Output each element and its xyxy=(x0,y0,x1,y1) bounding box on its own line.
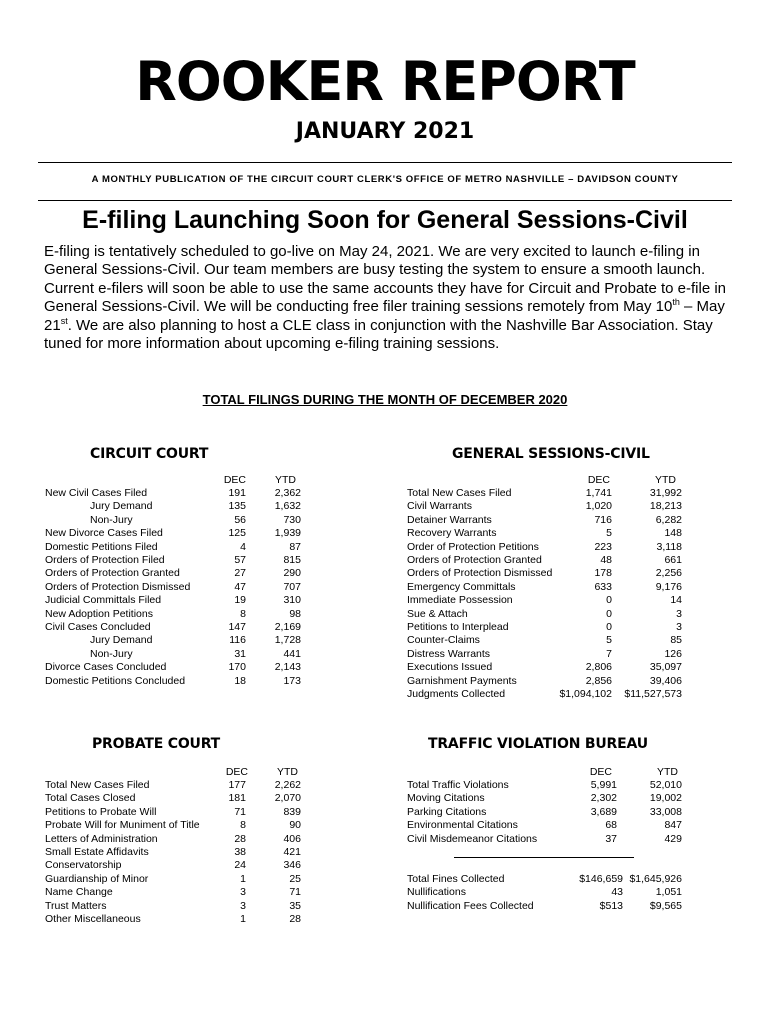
row-dec-value: 178 xyxy=(594,567,612,580)
row-ytd-value: 33,008 xyxy=(649,805,682,818)
report-title: ROOKER REPORT xyxy=(135,50,635,113)
probate-ytd-header: YTD xyxy=(277,766,298,778)
row-label: Garnishment Payments xyxy=(407,674,517,687)
probate-court-title: PROBATE COURT xyxy=(92,736,220,752)
row-label: New Adoption Petitions xyxy=(45,607,153,620)
row-dec-value: 8 xyxy=(240,819,246,832)
row-ytd-value: 35,097 xyxy=(649,661,682,674)
row-dec-value: 135 xyxy=(228,500,246,513)
row-label: Orders of Protection Filed xyxy=(45,554,165,566)
row-ytd-value: 847 xyxy=(664,819,682,832)
row-ytd-value: 815 xyxy=(283,554,301,566)
row-dec-value: 1 xyxy=(240,872,246,885)
row-dec-value: 1,741 xyxy=(585,487,612,499)
row-label: Distress Warrants xyxy=(407,647,491,660)
row-ytd-value: 85 xyxy=(670,634,682,647)
row-ytd-value: 839 xyxy=(283,805,301,818)
row-ytd-value: 2,362 xyxy=(274,487,301,499)
circuit-court-title: CIRCUIT COURT xyxy=(90,446,209,462)
row-ytd-value: 2,070 xyxy=(274,792,301,805)
row-label: Divorce Cases Concluded xyxy=(45,661,167,674)
row-ytd-value: 3 xyxy=(676,607,682,620)
row-ytd-value: 1,728 xyxy=(274,634,301,647)
circuit-ytd-header: YTD xyxy=(275,474,296,486)
tagline: A MONTHLY PUBLICATION OF THE CIRCUIT COURT CLERK'S OFFICE OF METRO NASHVILLE – DAVIDSON COUNTY xyxy=(91,174,679,185)
row-dec-value: 4 xyxy=(240,540,246,553)
row-dec-value: 28 xyxy=(234,832,246,845)
row-ytd-value: 707 xyxy=(283,580,301,593)
row-dec-value: 177 xyxy=(228,779,246,791)
row-dec-value: 716 xyxy=(594,513,612,526)
row-dec-value: 2,302 xyxy=(590,792,617,805)
row-ytd-value: 346 xyxy=(283,859,301,872)
row-ytd-value: 9,176 xyxy=(655,580,682,593)
row-dec-value: 68 xyxy=(605,819,617,832)
row-label: Jury Demand xyxy=(90,500,153,513)
row-label: Total New Cases Filed xyxy=(45,779,150,791)
row-dec-value: 170 xyxy=(228,661,246,674)
row-dec-value: $146,659 xyxy=(579,873,623,885)
row-label: Detainer Warrants xyxy=(407,513,492,526)
row-ytd-value: 2,169 xyxy=(274,621,301,633)
row-ytd-value: 90 xyxy=(289,819,301,832)
row-label: Counter-Claims xyxy=(407,634,480,647)
row-ytd-value: 39,406 xyxy=(649,674,682,687)
row-dec-value: 116 xyxy=(229,634,246,647)
row-dec-value: 19 xyxy=(234,594,246,607)
row-dec-value: 0 xyxy=(606,607,612,620)
row-ytd-value: 661 xyxy=(664,554,682,566)
row-ytd-value: 1,939 xyxy=(274,527,301,540)
row-ytd-value: 52,010 xyxy=(649,779,682,791)
row-label: Domestic Petitions Concluded xyxy=(45,674,186,687)
row-label: Conservatorship xyxy=(45,859,122,872)
row-dec-value: 1,020 xyxy=(585,500,612,513)
gsc-ytd-header: YTD xyxy=(655,474,676,486)
row-dec-value: $513 xyxy=(599,899,623,912)
row-ytd-value: 35 xyxy=(289,899,301,912)
circuit-dec-header: DEC xyxy=(223,474,246,486)
row-label: Nullifications xyxy=(407,886,466,899)
row-label: Recovery Warrants xyxy=(407,527,497,540)
row-label: Total Fines Collected xyxy=(407,873,505,885)
row-label: New Divorce Cases Filed xyxy=(45,527,163,540)
row-label: Letters of Administration xyxy=(45,832,158,845)
row-label: Immediate Possession xyxy=(407,594,513,607)
row-label: Small Estate Affidavits xyxy=(45,846,149,858)
row-dec-value: 5 xyxy=(606,527,612,540)
row-dec-value: 71 xyxy=(234,805,246,818)
row-ytd-value: 730 xyxy=(283,513,301,526)
row-ytd-value: 3 xyxy=(676,621,682,633)
row-label: Petitions to Probate Will xyxy=(45,805,157,818)
row-dec-value: 3 xyxy=(240,886,246,899)
row-label: Non-Jury xyxy=(90,647,133,660)
row-dec-value: 47 xyxy=(234,580,246,593)
row-dec-value: 1 xyxy=(240,913,246,925)
row-dec-value: 191 xyxy=(228,487,246,499)
row-dec-value: 8 xyxy=(240,607,246,620)
row-label: Sue & Attach xyxy=(407,607,468,620)
row-ytd-value: 441 xyxy=(283,647,301,660)
row-dec-value: 7 xyxy=(606,647,612,660)
row-dec-value: 3,689 xyxy=(590,805,617,818)
row-dec-value: 2,806 xyxy=(585,661,612,674)
report-month: JANUARY 2021 xyxy=(295,119,475,144)
row-label: Guardianship of Minor xyxy=(45,872,149,885)
tagline-rule xyxy=(38,200,732,201)
row-ytd-value: $11,527,573 xyxy=(624,688,682,700)
row-label: Jury Demand xyxy=(90,634,153,647)
row-label: Trust Matters xyxy=(45,899,107,912)
row-dec-value: 27 xyxy=(234,567,246,580)
row-label: Orders of Protection Dismissed xyxy=(407,567,553,580)
row-dec-value: $1,094,102 xyxy=(559,688,612,700)
article-headline: E-filing Launching Soon for General Sessions-Civil xyxy=(82,206,688,234)
row-label: Nullification Fees Collected xyxy=(407,899,534,912)
row-dec-value: 57 xyxy=(234,554,246,566)
row-ytd-value: 1,632 xyxy=(274,500,301,513)
row-ytd-value: 25 xyxy=(289,872,301,885)
traffic-dec-header: DEC xyxy=(589,766,612,778)
row-dec-value: 31 xyxy=(234,647,246,660)
row-ytd-value: 98 xyxy=(289,607,301,620)
gsc-dec-header: DEC xyxy=(587,474,610,486)
row-dec-value: 2,856 xyxy=(585,674,612,687)
row-ytd-value: $1,645,926 xyxy=(629,873,682,885)
row-label: Moving Citations xyxy=(407,792,485,805)
totals-heading: TOTAL FILINGS DURING THE MONTH OF DECEMBER 2020 xyxy=(202,392,568,407)
row-ytd-value: 3,118 xyxy=(656,540,682,553)
row-label: New Civil Cases Filed xyxy=(45,487,148,499)
row-label: Executions Issued xyxy=(407,661,493,674)
row-label: Other Miscellaneous xyxy=(45,913,141,925)
gsc-title: GENERAL SESSIONS-CIVIL xyxy=(452,446,650,462)
row-label: Parking Citations xyxy=(407,805,487,818)
row-dec-value: 56 xyxy=(234,513,246,526)
row-ytd-value: 19,002 xyxy=(649,792,682,805)
row-ytd-value: 2,262 xyxy=(274,779,301,791)
row-ytd-value: 31,992 xyxy=(649,487,682,499)
probate-dec-header: DEC xyxy=(225,766,248,778)
row-ytd-value: 18,213 xyxy=(649,500,682,513)
row-label: Petitions to Interplead xyxy=(407,621,509,633)
row-label: Orders of Protection Dismissed xyxy=(45,580,191,593)
traffic-title: TRAFFIC VIOLATION BUREAU xyxy=(428,736,648,752)
row-dec-value: 0 xyxy=(606,621,612,633)
top-rule xyxy=(38,162,732,163)
row-label: Probate Will for Muniment of Title xyxy=(45,819,200,832)
article-paragraph: E-filing is tentatively scheduled to go-live on May 24, 2021. We are very excited to launch e-filing in General Sessions-Civil. Our team members are busy testing the system to ensure a smooth launch. Current e-filers will soon be able to use the same accounts they have for Circuit and Probate to e-file in General Sessions-Civil. We will be conducting free filer training sessions remotely from May 10th – May 21st. We are also planning to host a CLE class in conjunction with the Nashville Bar Association. Stay tuned for more information about upcoming e-filing training sessions. xyxy=(44,243,727,353)
row-label: Orders of Protection Granted xyxy=(407,554,542,566)
row-label: Judicial Committals Filed xyxy=(45,594,162,607)
row-dec-value: 37 xyxy=(605,832,617,845)
row-dec-value: 43 xyxy=(611,886,623,899)
row-ytd-value: 71 xyxy=(289,886,301,899)
row-ytd-value: 126 xyxy=(664,647,682,660)
row-label: Non-Jury xyxy=(90,513,133,526)
row-ytd-value: 173 xyxy=(283,674,301,687)
row-label: Name Change xyxy=(45,886,113,899)
row-ytd-value: 2,143 xyxy=(274,661,301,674)
row-ytd-value: 421 xyxy=(283,846,301,858)
row-dec-value: 38 xyxy=(234,846,246,858)
row-dec-value: 223 xyxy=(594,540,612,553)
row-dec-value: 18 xyxy=(234,674,246,687)
row-label: Judgments Collected xyxy=(407,688,506,700)
row-ytd-value: $9,565 xyxy=(649,899,682,912)
row-dec-value: 5,991 xyxy=(590,779,617,791)
row-dec-value: 633 xyxy=(594,580,612,593)
row-label: Environmental Citations xyxy=(407,819,518,832)
row-ytd-value: 429 xyxy=(664,832,682,845)
row-ytd-value: 28 xyxy=(289,913,301,925)
row-label: Total Traffic Violations xyxy=(407,779,509,791)
row-ytd-value: 2,256 xyxy=(655,567,682,580)
row-dec-value: 3 xyxy=(240,899,246,912)
row-ytd-value: 87 xyxy=(289,540,301,553)
row-dec-value: 181 xyxy=(228,792,246,805)
row-label: Emergency Committals xyxy=(407,580,516,593)
row-dec-value: 0 xyxy=(606,594,612,607)
row-label: Order of Protection Petitions xyxy=(407,540,539,553)
traffic-divider xyxy=(454,857,634,858)
row-dec-value: 24 xyxy=(234,859,246,872)
row-label: Orders of Protection Granted xyxy=(45,567,180,580)
row-dec-value: 147 xyxy=(228,621,246,633)
row-dec-value: 125 xyxy=(228,527,246,540)
row-dec-value: 5 xyxy=(606,634,612,647)
row-ytd-value: 406 xyxy=(283,832,301,845)
row-ytd-value: 1,051 xyxy=(655,886,682,899)
row-ytd-value: 310 xyxy=(283,594,301,607)
row-ytd-value: 14 xyxy=(670,594,682,607)
row-label: Civil Warrants xyxy=(407,500,472,513)
row-ytd-value: 290 xyxy=(283,567,301,580)
row-label: Total Cases Closed xyxy=(45,792,136,805)
row-label: Total New Cases Filed xyxy=(407,487,512,499)
traffic-ytd-header: YTD xyxy=(657,766,678,778)
row-label: Civil Misdemeanor Citations xyxy=(407,832,538,845)
row-label: Civil Cases Concluded xyxy=(45,621,151,633)
row-ytd-value: 148 xyxy=(664,527,682,540)
row-dec-value: 48 xyxy=(600,554,612,566)
row-ytd-value: 6,282 xyxy=(655,513,682,526)
row-label: Domestic Petitions Filed xyxy=(45,540,158,553)
